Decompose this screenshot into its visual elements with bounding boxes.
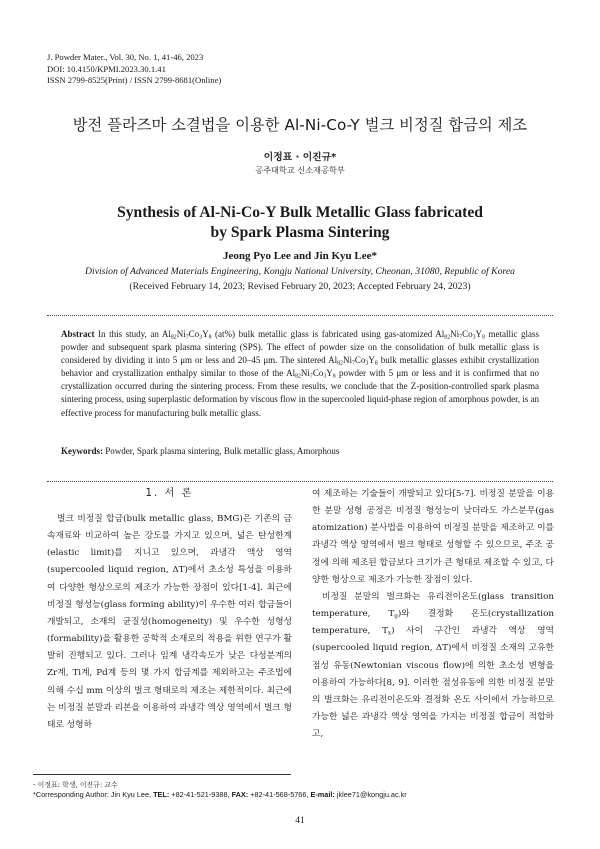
formula-sub: 3 bbox=[365, 360, 369, 367]
tel-label: TEL: bbox=[153, 790, 170, 799]
english-title-line2: by Spark Plasma Sintering bbox=[210, 223, 390, 241]
formula-element: Ni bbox=[342, 355, 352, 366]
abstract-text-3: metallic glass powder and subsequent spark plasma sintering (SPS). The effect of powder size on the consolidation of bulk metallic glass is considered by dividing it into 5 μm or less and 20–45 μm. The sintered Al bbox=[61, 329, 539, 366]
english-title-line1: Synthesis of Al-Ni-Co-Y Bulk Metallic Glass fabricated bbox=[117, 204, 483, 221]
formula-sub: 82 bbox=[337, 360, 343, 367]
english-authors: Jeong Pyo Lee and Jin Kyu Lee* bbox=[222, 250, 377, 262]
footnote-text: *Corresponding Author: Jin Kyu Lee, bbox=[33, 790, 154, 799]
abstract-top-divider bbox=[47, 315, 553, 316]
journal-citation: J. Powder Mater., Vol. 30, No. 1, 41-46, 2023 bbox=[47, 52, 204, 62]
formula-element: Co bbox=[188, 329, 200, 339]
formula-sub: 7 bbox=[185, 334, 189, 341]
formula-element: Y bbox=[326, 368, 333, 379]
footnote-rule bbox=[33, 774, 291, 775]
received-dates: (Received February 14, 2023; Revised February 20, 2023; Accepted February 24, 2023) bbox=[129, 281, 471, 292]
formula-sub: 8 bbox=[332, 373, 336, 380]
formula-sub: 3 bbox=[323, 373, 327, 380]
keywords-label: Keywords: bbox=[61, 446, 103, 456]
formula-sub: 3 bbox=[199, 334, 203, 341]
formula-sub: 7 bbox=[459, 334, 463, 341]
abstract-text-1: In this study, an Al bbox=[94, 329, 171, 339]
formula-sub: 7 bbox=[351, 360, 355, 367]
tel-number: +82-41-521-9388, bbox=[169, 790, 232, 799]
formula-sub: 3 bbox=[472, 334, 476, 341]
formula-element: Co bbox=[312, 368, 324, 379]
subscript-x: x bbox=[387, 630, 392, 637]
journal-info bbox=[47, 52, 221, 87]
abstract-text-2: (at%) bulk metallic glass is fabricated using gas-atomized Al bbox=[211, 329, 445, 339]
formula-element: Y bbox=[475, 329, 482, 339]
korean-authors: 이정표 · 이진규* bbox=[263, 152, 337, 163]
author-footnote: - 이정표: 학생, 이진규: 교수 bbox=[33, 781, 118, 789]
formula-sub: 7 bbox=[309, 373, 313, 380]
abstract-label: Abstract bbox=[61, 329, 95, 339]
korean-affiliation: 공주대학교 신소재공학부 bbox=[255, 165, 345, 175]
abstract-bottom-divider bbox=[47, 481, 553, 482]
english-affiliation: Division of Advanced Materials Engineering, Kongju National University, Cheonan, 31080, Republic of Korea bbox=[85, 266, 515, 277]
paragraph-text: 비정질 분말의 벌크화는 유리전이온도(glass transition temperature, T bbox=[312, 591, 554, 620]
journal-issn: ISSN 2799-8525(Print) / ISSN 2799-8681(Online) bbox=[47, 75, 222, 86]
email-address: jklee71@kongju.ac.kr bbox=[334, 790, 407, 799]
formula-element: Ni bbox=[300, 368, 310, 379]
page-number: 41 bbox=[295, 816, 305, 826]
formula-sub: 8 bbox=[374, 360, 378, 367]
email-label: E-mail: bbox=[310, 790, 335, 799]
korean-title: 방전 플라즈마 소결법을 이용한 Al-Ni-Co-Y 벌크 비정질 합금의 제조 bbox=[72, 116, 528, 134]
formula-sub: 82 bbox=[170, 334, 177, 341]
formula-element: Co bbox=[354, 355, 366, 366]
formula-sub: 8 bbox=[482, 334, 485, 341]
formula-sub: 82 bbox=[295, 373, 301, 380]
journal-doi: DOI: 10.4150/KPMI.2023.30.1.41 bbox=[47, 63, 166, 74]
abstract-text-4: bulk metallic glasses exhibit crystallization behavior and crystallization enthalpy similar to those of the Al bbox=[61, 355, 540, 379]
keywords-text: Powder, Spark plasma sintering, Bulk metallic glass, Amorphous bbox=[103, 446, 340, 456]
section-heading-introduction: 1. 서 론 bbox=[145, 488, 194, 499]
paragraph-text: ) 사이 구간인 과냉각 액상 영역(supercooled liquid region, ΔT)에서 비정질 소재의 고유한 점성 유동(Newtonian viscous flow)에 의한 초소성 변형을 이용하여 가능하다[8, 9]. 이러한 점성유동에 의한 비정질 분말의 벌크화는 유리전이온도와 결정화 온도 사이에서 가능하므로 가능한 넓은 과냉각 액상 영역을 가지는 비정질 합금이 적합하고, bbox=[312, 626, 554, 740]
fax-label: FAX: bbox=[231, 790, 249, 799]
formula-element: Y bbox=[368, 355, 375, 366]
formula-sub: 82 bbox=[444, 334, 451, 341]
subscript-g: g bbox=[394, 613, 398, 620]
left-column bbox=[47, 511, 292, 734]
formula-sub: 8 bbox=[208, 334, 212, 341]
formula-element: Y bbox=[202, 329, 209, 339]
abstract-text-5: powder with 5 μm or less and it is confirmed that no crystallization occurred during the sintering process. From these results, we conclude that the Z-position-controlled spark plasma sintering process, using superplastic deformation by viscous flow in the supercooled liquid-phase region of amorphous powder, is an effective process for manufacturing bulk metallic glass. bbox=[61, 368, 539, 418]
intro-paragraph-1-continued: 여 제조하는 기술들이 개발되고 있다[5-7]. 비정질 분말을 이용한 분말 성형 공정은 비정질 형성능이 낮더라도 가스분무(gas atomization) 분사법을 이용하여 비정질 분말을 제조하고 이를 과냉각 액상 영역에서 벌크 형태로 성형할 수 있으므로, 주조 공정에 의해 제조된 합금보다 크기가 큰 형태로 제조할 수 있고, 다양한 형상으로 제조가 가능한 장점이 있다. bbox=[312, 489, 554, 585]
formula-element: Ni bbox=[176, 329, 186, 339]
formula-element: Ni bbox=[450, 329, 460, 339]
english-title bbox=[0, 203, 600, 242]
keywords bbox=[61, 446, 539, 456]
paragraph-text: )와 결정화 온도(crystallization temperature, T bbox=[312, 609, 554, 637]
intro-paragraph-2 bbox=[312, 589, 554, 743]
formula-element: Co bbox=[462, 329, 473, 339]
right-column bbox=[312, 486, 554, 743]
fax-number: +82-41-568-5766, bbox=[248, 790, 311, 799]
corresponding-author-footnote bbox=[33, 790, 407, 799]
abstract bbox=[61, 328, 539, 420]
intro-paragraph-1: 벌크 비정질 합금(bulk metallic glass, BMG)은 기존의 금속재료와 비교하여 높은 강도를 가지고 있으며, 넓은 탄성한계(elastic limit)를 지니고 있으며, 과냉각 액상 영역(supercooled liquid region, ΔT)에서 초소성 특성을 이용하여 다양한 형상으로의 제조가 가능한 장점이 있다[1-4]. 최근에 비정질 형성능(glass forming ability)이 우수한 여러 합금들이 개발되고, 소재의 균질성(homogeneity) 및 우수한 성형성(formability)을 활용한 공학적 소재로의 적용을 위한 연구가 활발히 진행되고 있다. 그러나 임계 냉각속도가 낮은 다성분계의 Zr계, Ti계, Pd계 등의 몇 가지 합금계를 제외하고는 주조법에 의해 수십 mm 이상의 벌크 형태로의 제조는 제한적이다. 최근에는 비정질 분말과 리본을 이용하여 과냉각 액상 영역에서 벌크 형태로 성형하 bbox=[47, 514, 292, 730]
